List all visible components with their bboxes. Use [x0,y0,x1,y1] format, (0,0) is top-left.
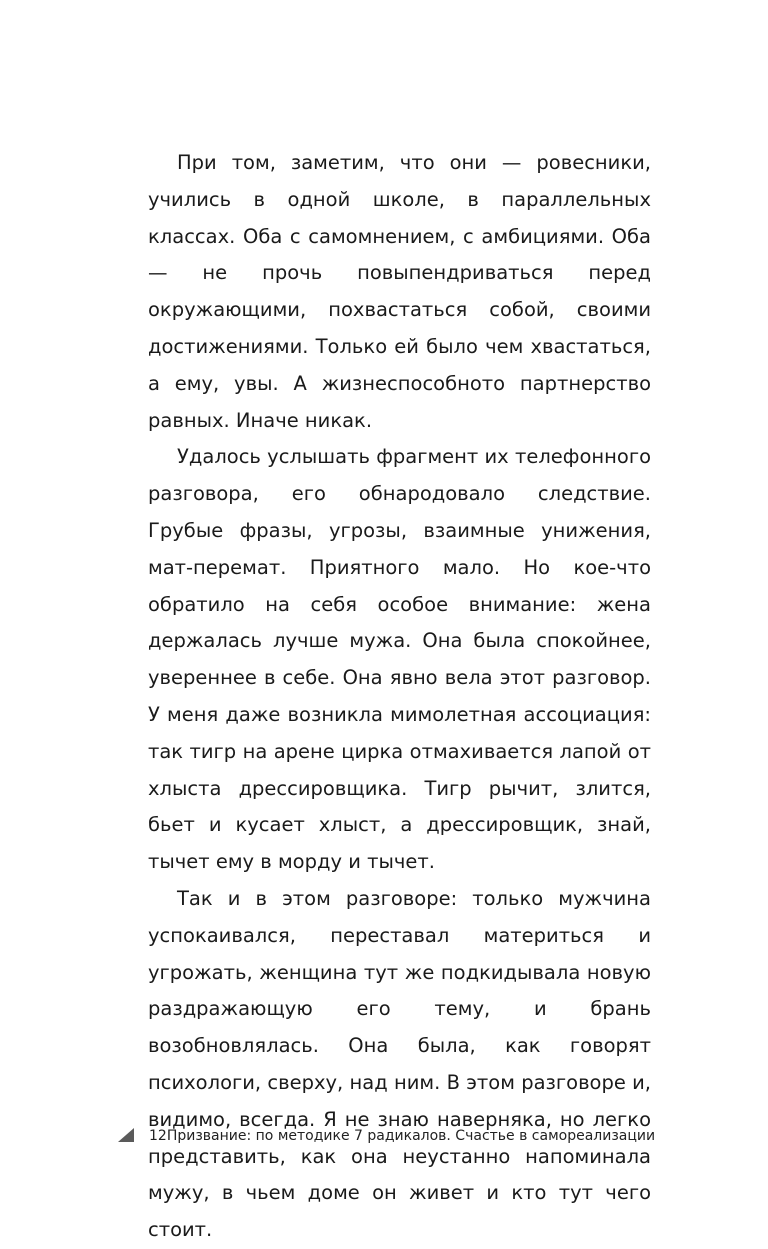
body-text [148,145,651,1249]
page-number: 12 [149,1128,167,1144]
paragraph-3: Так и в этом разговоре: только мужчина успокаивался, переставал материться и угрожать, женщина тут же подкидывала новую раздражающую его тему, и брань возобновлялась. Она была, как говорят психологи, сверху, над ним. В этом разговоре и, видимо, всегда. Я не знаю наверняка, но легко представить, как она неустанно напоминала мужу, в чьем доме он живет и кто тут чего стоит. [148,886,651,1242]
paragraph-2: Удалось услышать фрагмент их телефонного разговора, его обнародовало следствие. Грубые фразы, угрозы, взаимные унижения, мат-перемат. Приятного мало. Но кое-что обратило на себя особое внимание: жена держалась лучше мужа. Она была спокойнее, увереннее в себе. Она явно вела этот разговор. У меня даже возникла мимолетная ассоциация: так тигр на арене цирка отмахивается лапой от хлыста дрессировщика. Тигр рычит, злится, бьет и кусает хлыст, а дрессировщик, знай, тычет ему в морду и тычет. [148,445,651,874]
corner-triangle-icon [118,1128,134,1142]
paragraph-1: При том, заметим, что они — ровесники, учились в одной школе, в параллельных классах. Оба с самомнением, с амбициями. Оба — не прочь повыпендриваться перед окружающими, похвастаться собой, своими достижениями. Только ей было чем хвастаться, а ему, увы. А жизнеспособното партнерство равных. Иначе никак. [148,151,651,432]
page-footer [118,1124,656,1148]
running-title: Призвание: по методике 7 радикалов. Счастье в самореализации [166,1128,656,1144]
